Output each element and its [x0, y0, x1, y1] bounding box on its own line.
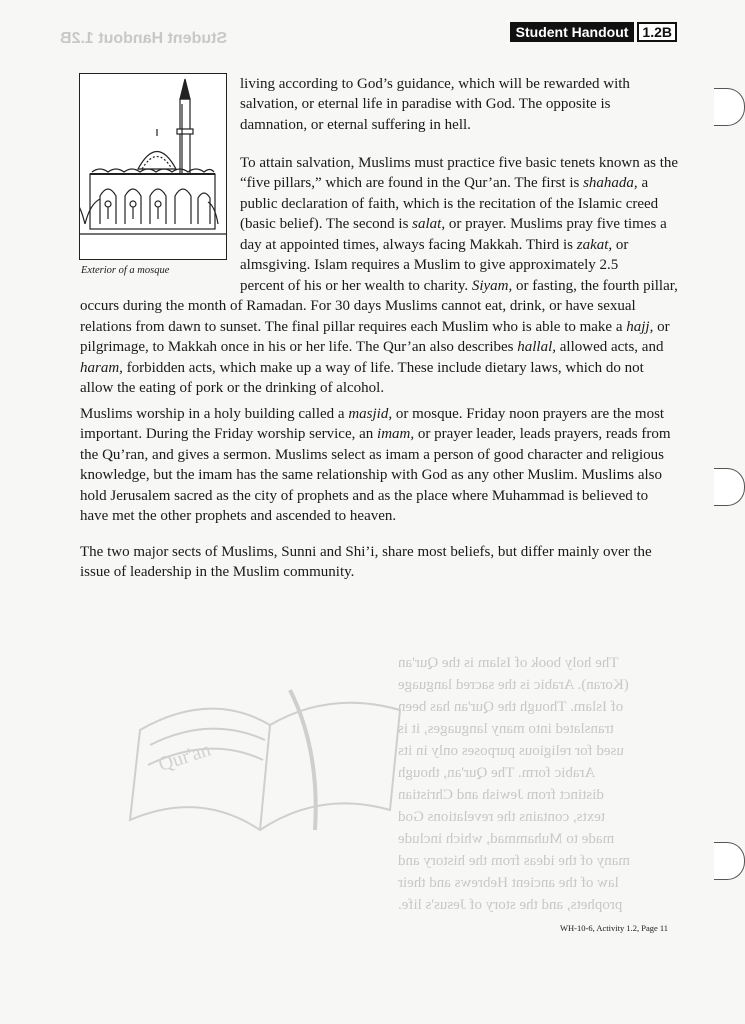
ghost-line: used for religious purposes only in its [398, 743, 624, 759]
mosque-figure [79, 73, 227, 260]
ghost-line: law of the ancient Hebrews and their [398, 875, 619, 891]
term-salat: salat, [412, 216, 446, 233]
watermark-text: Qur'an [155, 738, 214, 776]
paragraph-salvation [240, 74, 680, 135]
ghost-line: of Islam. Though the Qur'an has been [398, 699, 624, 715]
term-haram: haram, [80, 359, 123, 376]
ghost-line: (Koran). Arabic is the sacred language [398, 677, 629, 693]
text-run: percent of his or her wealth to charity. [240, 278, 472, 294]
figure-caption: Exterior of a mosque [81, 265, 170, 276]
ghost-line: made to Muhammad, which include [398, 831, 615, 847]
paragraph-text: living according to God’s guidance, which will be rewarded with salvation, or eternal life in paradise with God. The opposite is damnation, or eternal suffering in hell. [240, 76, 630, 133]
text-run: allowed acts, and [556, 339, 664, 356]
paragraph-five-pillars-continued [80, 276, 680, 398]
term-hajj: hajj, [626, 318, 654, 335]
text-run: a public declaration of faith, which is the recitation of the Islamic creed (basic belief). The second is [240, 175, 659, 233]
paragraph-five-pillars [240, 153, 680, 275]
binder-hole [714, 468, 745, 506]
paragraph-mosque-worship [80, 404, 680, 526]
term-hallal: hallal, [517, 339, 556, 356]
term-zakat: zakat, [576, 236, 613, 253]
ghost-line: The holy book of Islam is the Qur'an [398, 655, 619, 671]
paragraph-sects [80, 542, 680, 583]
ghost-line: translated into many languages, it is [398, 721, 614, 737]
text-run: Muslims worship in a holy building called a [80, 406, 349, 422]
ghost-line: texts, contains the revelations God [398, 809, 606, 825]
paragraph-text: The two major sects of Muslims, Sunni and Shi’i, share most beliefs, but differ mainly over the issue of leadership in the Muslim community. [80, 544, 652, 581]
page-footer: WH-10-6, Activity 1.2, Page 11 [560, 923, 669, 933]
text-run: or almsgiving. Islam requires a Muslim to give approximately 2.5 [240, 236, 629, 274]
handout-label: Student Handout [510, 22, 635, 42]
term-shahada: shahada, [583, 175, 638, 192]
binder-hole [714, 842, 745, 880]
text-run: or mosque. Friday noon prayers are the most important. During the Friday worship service, an [80, 406, 665, 443]
handout-number: 1.2B [637, 22, 677, 42]
ghost-line: many of the ideas from the history and [398, 853, 631, 869]
paragraph-text [240, 153, 680, 275]
text-run: or fasting, the fourth pillar, occurs during the month of Ramadan. For 30 days Muslims cannot eat, drink, or have sexual relations from dawn to sunset. The final pillar requires each Muslim who is able to make a [80, 278, 678, 335]
term-siyam: Siyam, [471, 278, 513, 294]
term-masjid: masjid, [348, 406, 393, 422]
text-run: To attain salvation, Muslims must practice five basic tenets known as the “five pillars,” which are found in the Qur’an. The first is [240, 155, 679, 192]
term-imam: imam, [377, 426, 415, 443]
handout-badge [510, 22, 677, 42]
ghost-line: distinct from Jewish and Christian [398, 787, 604, 803]
text-run: forbidden acts, which make up a way of life. These include dietary laws, which do not allow the eating of pork or the drinking of alcohol. [80, 359, 644, 397]
paragraph-text [80, 404, 680, 526]
mosque-illustration-icon [80, 74, 226, 259]
paragraph-text [80, 276, 680, 398]
open-book-watermark-icon [120, 670, 420, 840]
text-run: or prayer. Muslims pray five times a day at appointed times, always facing Makkah. Third is [240, 216, 667, 253]
ghost-line: Arabic form. The Qur'an, though [398, 765, 596, 781]
ghost-header: Student Handout 1.2B [60, 30, 228, 47]
text-run: or prayer leader, leads prayers, reads from the Qu’ran, and gives a sermon. Muslims select as imam a person of good character and religious knowledge, but the imam has the same relationship with God as any other Muslim. Muslims also hold Jerusalem sacred as the city of prophets and as the place where Muhammad is believed to have met the other prophets and ascended to heaven. [80, 426, 671, 525]
ghost-line: prophets, and the story of Jesus's life. [398, 897, 623, 913]
text-run: or pilgrimage, to Makkah once in his or her life. The Qur’an also describes [80, 318, 670, 356]
binder-hole [714, 88, 745, 126]
